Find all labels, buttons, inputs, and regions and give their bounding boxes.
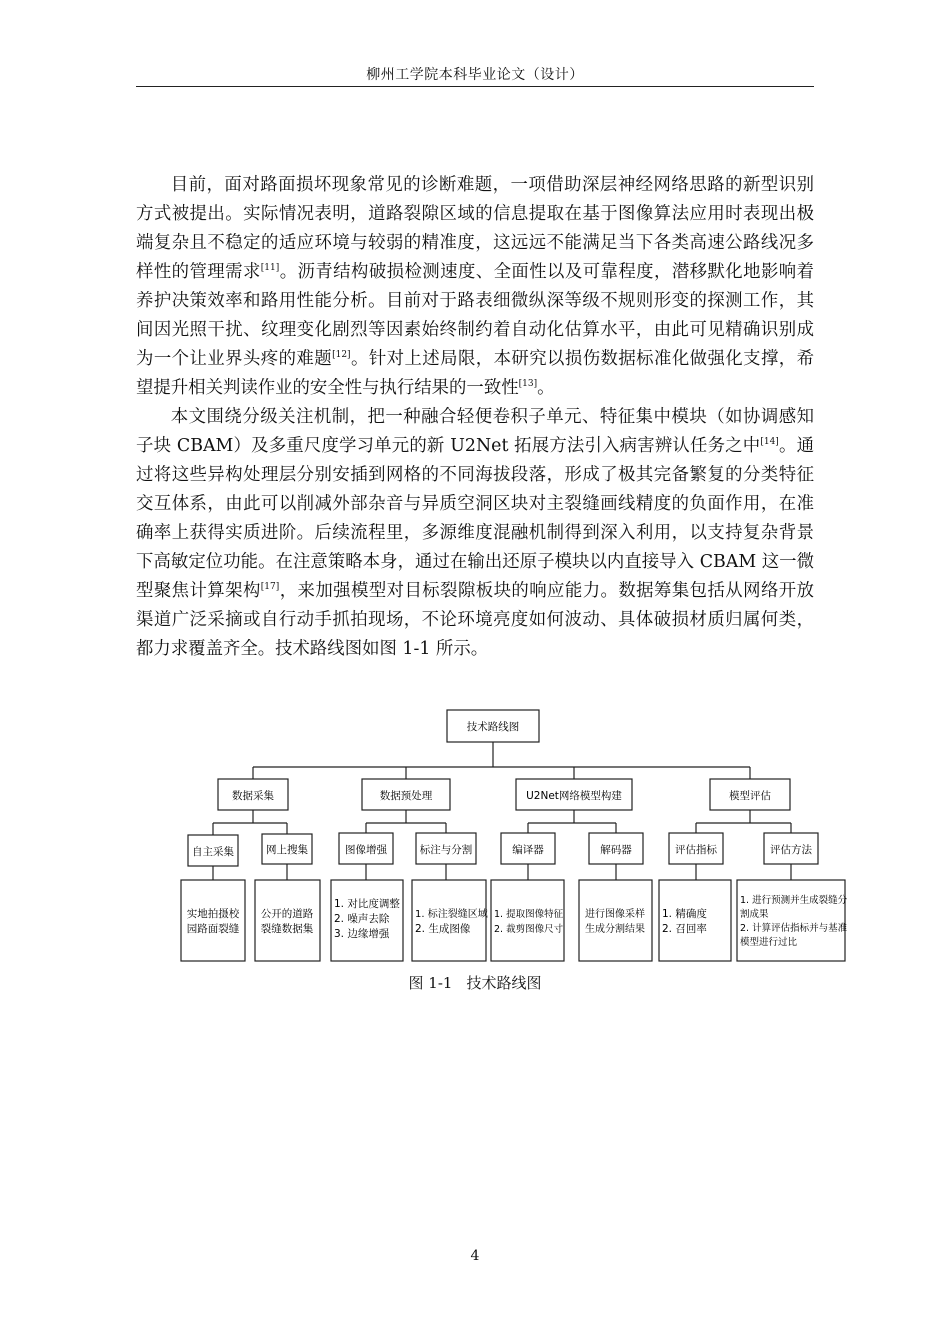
diagram-node-web-collect: [262, 834, 312, 864]
diagram-node-self-collect: [188, 835, 238, 866]
diagram-node-u2net: [516, 779, 632, 810]
svg-text:生成分割结果: 生成分割结果: [585, 924, 645, 935]
diagram-node-annotate-segment: [416, 833, 476, 864]
diagram-node-image-enhance: [339, 833, 393, 864]
svg-text:公开的道路: 公开的道路: [260, 908, 314, 920]
svg-text:评估方法: 评估方法: [770, 844, 812, 856]
svg-text:数据采集: 数据采集: [232, 790, 274, 802]
page-header: 柳州工学院本科毕业论文（设计）: [136, 64, 814, 87]
diagram-node-methods: [764, 833, 818, 864]
svg-text:网上搜集: 网上搜集: [266, 844, 308, 856]
svg-text:图像增强: 图像增强: [345, 844, 387, 856]
diagram-node-decoder: [589, 833, 643, 864]
technical-roadmap-diagram: [176, 707, 848, 967]
diagram-node-evaluation: [710, 779, 790, 810]
svg-text:2. 计算评估指标并与基准: 2. 计算评估指标并与基准: [740, 923, 848, 934]
svg-text:进行图像采样: 进行图像采样: [585, 909, 645, 920]
svg-text:1. 精确度: 1. 精确度: [662, 908, 707, 920]
figure-number: 图 1-1: [408, 974, 453, 992]
svg-text:标注与分割: 标注与分割: [419, 844, 473, 856]
citation: [17]: [260, 582, 280, 593]
diagram-root: [447, 710, 539, 742]
svg-text:实地拍摄校: 实地拍摄校: [186, 908, 240, 920]
paragraph-2: 本文围绕分级关注机制，把一种融合轻便卷积子单元、特征集中模块（如协调感知子块 CBAM）及多重尺度学习单元的新 U2Net 拓展方法引入病害辨认任务之中[14]。通过将这些异构处理层分别安插到网格的不同海拔段落，形成了极其完备繁复的分类特征交互体系，由此可以削减外部杂音与异质空洞区块对主裂缝画线精度的负面作用，在准确率上获得实质进阶。后续流程里，多源维度混融机制得到深入利用，以支持复杂背景下高敏定位功能。在注意策略本身，通过在输出还原子模块以内直接导入 CBAM 这一微型聚焦计算架构[17]，来加强模型对目标裂隙板块的响应能力。数据筹集包括从网络开放渠道广泛采摘或自行动手抓拍现场，不论环境亮度如何波动、具体破损材质归属何类，都力求覆盖齐全。技术路线图如图 1-1 所示。: [136, 407, 814, 659]
svg-text:1. 提取图像特征: 1. 提取图像特征: [494, 909, 564, 920]
svg-text:2. 噪声去除: 2. 噪声去除: [334, 913, 390, 925]
diagram-leaf-decoder: [579, 880, 652, 961]
svg-text:2. 召回率: 2. 召回率: [662, 923, 707, 935]
diagram-node-data-collection: [218, 779, 288, 810]
body-text: [136, 171, 814, 664]
diagram-node-encoder: [501, 833, 555, 864]
svg-text:园路面裂缝: 园路面裂缝: [186, 923, 240, 935]
svg-text:1. 对比度调整: 1. 对比度调整: [334, 898, 400, 910]
svg-text:3. 边缘增强: 3. 边缘增强: [334, 928, 390, 940]
citation: [13]: [518, 379, 538, 390]
diagram-node-preprocessing: [362, 779, 450, 810]
svg-text:模型进行过比: 模型进行过比: [740, 937, 798, 948]
svg-text:1. 进行预测并生成裂缝分: 1. 进行预测并生成裂缝分: [740, 895, 848, 906]
svg-text:模型评估: 模型评估: [729, 790, 771, 802]
diagram-leaf-self-collect: [181, 880, 245, 961]
svg-text:解码器: 解码器: [600, 844, 632, 856]
svg-text:U2Net网络模型构建: U2Net网络模型构建: [526, 790, 622, 802]
svg-text:裂缝数据集: 裂缝数据集: [260, 923, 314, 935]
diagram-node-metrics: [669, 833, 723, 864]
citation: [14]: [760, 437, 779, 448]
citation: [11]: [260, 263, 280, 274]
diagram-leaf-methods: [737, 880, 848, 961]
paragraph-1: 目前，面对路面损坏现象常见的诊断难题，一项借助深层神经网络思路的新型识别方式被提出。实际情况表明，道路裂隙区域的信息提取在基于图像算法应用时表现出极端复杂且不稳定的适应环境与较弱的精准度，这远远不能满足当下各类高速公路线况多样性的管理需求[11]。沥青结构破损检测速度、全面性以及可靠程度，潜移默化地影响着养护决策效率和路用性能分析。目前对于路表细微纵深等级不规则形变的探测工作，其间因光照干扰、纹理变化剧烈等因素始终制约着自动化估算水平，由此可见精确识别成为一个让业界头疼的难题[12]。针对上述局限，本研究以损伤数据标准化做强化支撑，希望提升相关判读作业的安全性与执行结果的一致性[13]。: [136, 175, 814, 398]
svg-text:自主采集: 自主采集: [192, 846, 234, 858]
diagram-leaf-encoder: [491, 880, 564, 961]
svg-text:数据预处理: 数据预处理: [379, 790, 433, 802]
page-number: 4: [470, 1248, 480, 1264]
svg-text:技术路线图: 技术路线图: [466, 721, 520, 733]
svg-text:编译器: 编译器: [512, 844, 544, 856]
svg-text:2. 裁剪图像尺寸: 2. 裁剪图像尺寸: [494, 924, 564, 935]
diagram-leaf-annotate-segment: [412, 880, 488, 961]
diagram-leaf-web-collect: [255, 880, 320, 961]
svg-text:1. 标注裂缝区域: 1. 标注裂缝区域: [415, 909, 488, 920]
citation: [12]: [332, 350, 351, 361]
diagram-leaf-image-enhance: [331, 880, 403, 961]
svg-text:评估指标: 评估指标: [675, 844, 717, 856]
figure-title: 技术路线图: [466, 974, 542, 992]
figure-caption: [136, 972, 814, 993]
svg-text:割成果: 割成果: [740, 909, 769, 920]
diagram-leaf-metrics: [659, 880, 731, 961]
svg-text:2. 生成图像: 2. 生成图像: [415, 923, 471, 935]
